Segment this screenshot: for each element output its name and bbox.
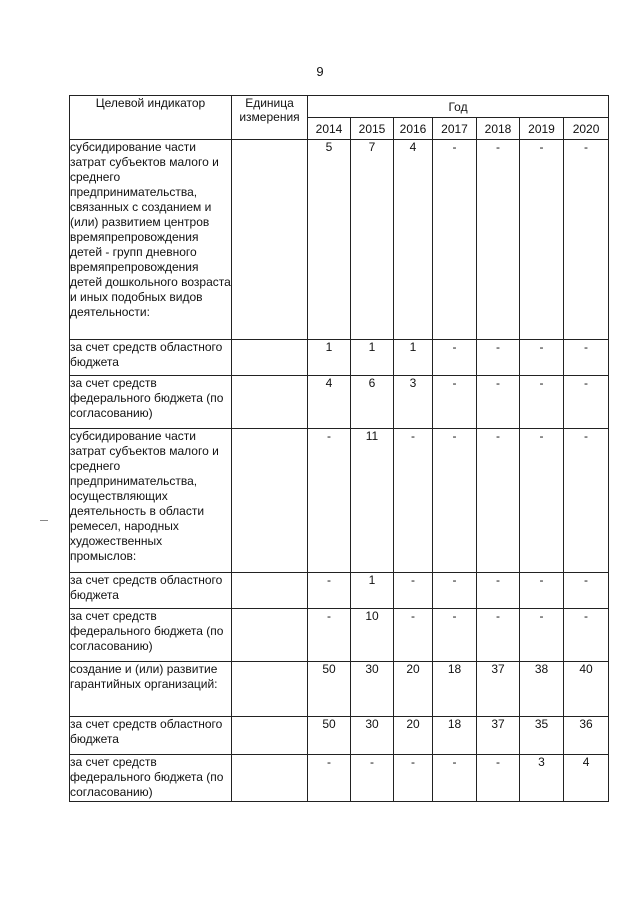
margin-mark	[40, 520, 48, 521]
table-row	[70, 755, 609, 802]
value-cell: 7	[351, 140, 394, 340]
value-cell: 4	[308, 376, 351, 429]
indicator-cell: субсидирование части затрат субъектов малого и среднего предпринимательства, осуществляющих деятельность в области ремесел, народных художественных промыслов:	[70, 429, 232, 573]
value-cell: 1	[308, 340, 351, 376]
value-cell: -	[394, 573, 433, 609]
table-row	[70, 340, 609, 376]
value-cell: 3	[520, 755, 564, 802]
value-cell: 11	[351, 429, 394, 573]
header-year: Год	[308, 96, 609, 118]
indicator-cell: за счет средств федерального бюджета (по согласованию)	[70, 609, 232, 662]
value-cell: -	[477, 340, 520, 376]
value-cell: -	[308, 429, 351, 573]
header-year-2015: 2015	[351, 118, 394, 140]
table-row	[70, 376, 609, 429]
table-row	[70, 609, 609, 662]
header-unit: Единица измерения	[232, 96, 308, 140]
unit-cell	[232, 717, 308, 755]
table-row	[70, 573, 609, 609]
value-cell: -	[308, 573, 351, 609]
value-cell: 5	[308, 140, 351, 340]
value-cell: -	[433, 755, 477, 802]
value-cell: -	[433, 429, 477, 573]
page-number: 9	[316, 64, 324, 79]
indicator-cell: создание и (или) развитие гарантийных организаций:	[70, 662, 232, 717]
value-cell: -	[564, 340, 609, 376]
value-cell: 4	[564, 755, 609, 802]
header-year-2019: 2019	[520, 118, 564, 140]
indicator-cell: за счет средств областного бюджета	[70, 340, 232, 376]
value-cell: 40	[564, 662, 609, 717]
value-cell: -	[520, 340, 564, 376]
header-year-2016: 2016	[394, 118, 433, 140]
table-row	[70, 662, 609, 717]
value-cell: -	[477, 429, 520, 573]
header-year-2014: 2014	[308, 118, 351, 140]
unit-cell	[232, 755, 308, 802]
value-cell: -	[351, 755, 394, 802]
unit-cell	[232, 573, 308, 609]
value-cell: -	[520, 376, 564, 429]
indicator-cell: за счет средств федерального бюджета (по согласованию)	[70, 376, 232, 429]
value-cell: -	[477, 376, 520, 429]
table-row	[70, 717, 609, 755]
value-cell: -	[520, 140, 564, 340]
unit-cell	[232, 429, 308, 573]
indicator-cell: за счет средств федерального бюджета (по согласованию)	[70, 755, 232, 802]
value-cell: 18	[433, 662, 477, 717]
indicator-table	[69, 95, 609, 802]
unit-cell	[232, 609, 308, 662]
value-cell: -	[564, 573, 609, 609]
value-cell: -	[394, 755, 433, 802]
value-cell: 50	[308, 662, 351, 717]
value-cell: 20	[394, 662, 433, 717]
value-cell: -	[520, 609, 564, 662]
value-cell: 50	[308, 717, 351, 755]
value-cell: 37	[477, 662, 520, 717]
value-cell: -	[433, 609, 477, 662]
value-cell: -	[477, 755, 520, 802]
header-indicator: Целевой индикатор	[70, 96, 232, 140]
value-cell: -	[308, 755, 351, 802]
value-cell: 30	[351, 662, 394, 717]
value-cell: 10	[351, 609, 394, 662]
value-cell: -	[433, 340, 477, 376]
value-cell: -	[477, 140, 520, 340]
header-year-2018: 2018	[477, 118, 520, 140]
value-cell: 1	[351, 573, 394, 609]
unit-cell	[232, 140, 308, 340]
value-cell: 18	[433, 717, 477, 755]
value-cell: -	[477, 609, 520, 662]
value-cell: 38	[520, 662, 564, 717]
value-cell: -	[564, 429, 609, 573]
value-cell: -	[433, 140, 477, 340]
table-row	[70, 140, 609, 340]
value-cell: -	[308, 609, 351, 662]
value-cell: 30	[351, 717, 394, 755]
value-cell: 4	[394, 140, 433, 340]
value-cell: -	[394, 429, 433, 573]
table-row	[70, 429, 609, 573]
value-cell: 20	[394, 717, 433, 755]
value-cell: 6	[351, 376, 394, 429]
value-cell: -	[564, 140, 609, 340]
unit-cell	[232, 376, 308, 429]
value-cell: 3	[394, 376, 433, 429]
value-cell: 36	[564, 717, 609, 755]
value-cell: -	[477, 573, 520, 609]
value-cell: 37	[477, 717, 520, 755]
value-cell: -	[564, 609, 609, 662]
value-cell: -	[520, 429, 564, 573]
value-cell: 1	[394, 340, 433, 376]
value-cell: -	[520, 573, 564, 609]
unit-cell	[232, 340, 308, 376]
value-cell: -	[433, 376, 477, 429]
header-year-2020: 2020	[564, 118, 609, 140]
indicator-cell: за счет средств областного бюджета	[70, 573, 232, 609]
value-cell: -	[564, 376, 609, 429]
indicator-cell: субсидирование части затрат субъектов малого и среднего предпринимательства, связанных с созданием и (или) развитием центров времяпрепровождения детей - групп дневного времяпрепровождения детей дошкольного возраста и иных подобных видов деятельности:	[70, 140, 232, 340]
value-cell: -	[433, 573, 477, 609]
unit-cell	[232, 662, 308, 717]
value-cell: 1	[351, 340, 394, 376]
indicator-cell: за счет средств областного бюджета	[70, 717, 232, 755]
value-cell: -	[394, 609, 433, 662]
value-cell: 35	[520, 717, 564, 755]
header-year-2017: 2017	[433, 118, 477, 140]
